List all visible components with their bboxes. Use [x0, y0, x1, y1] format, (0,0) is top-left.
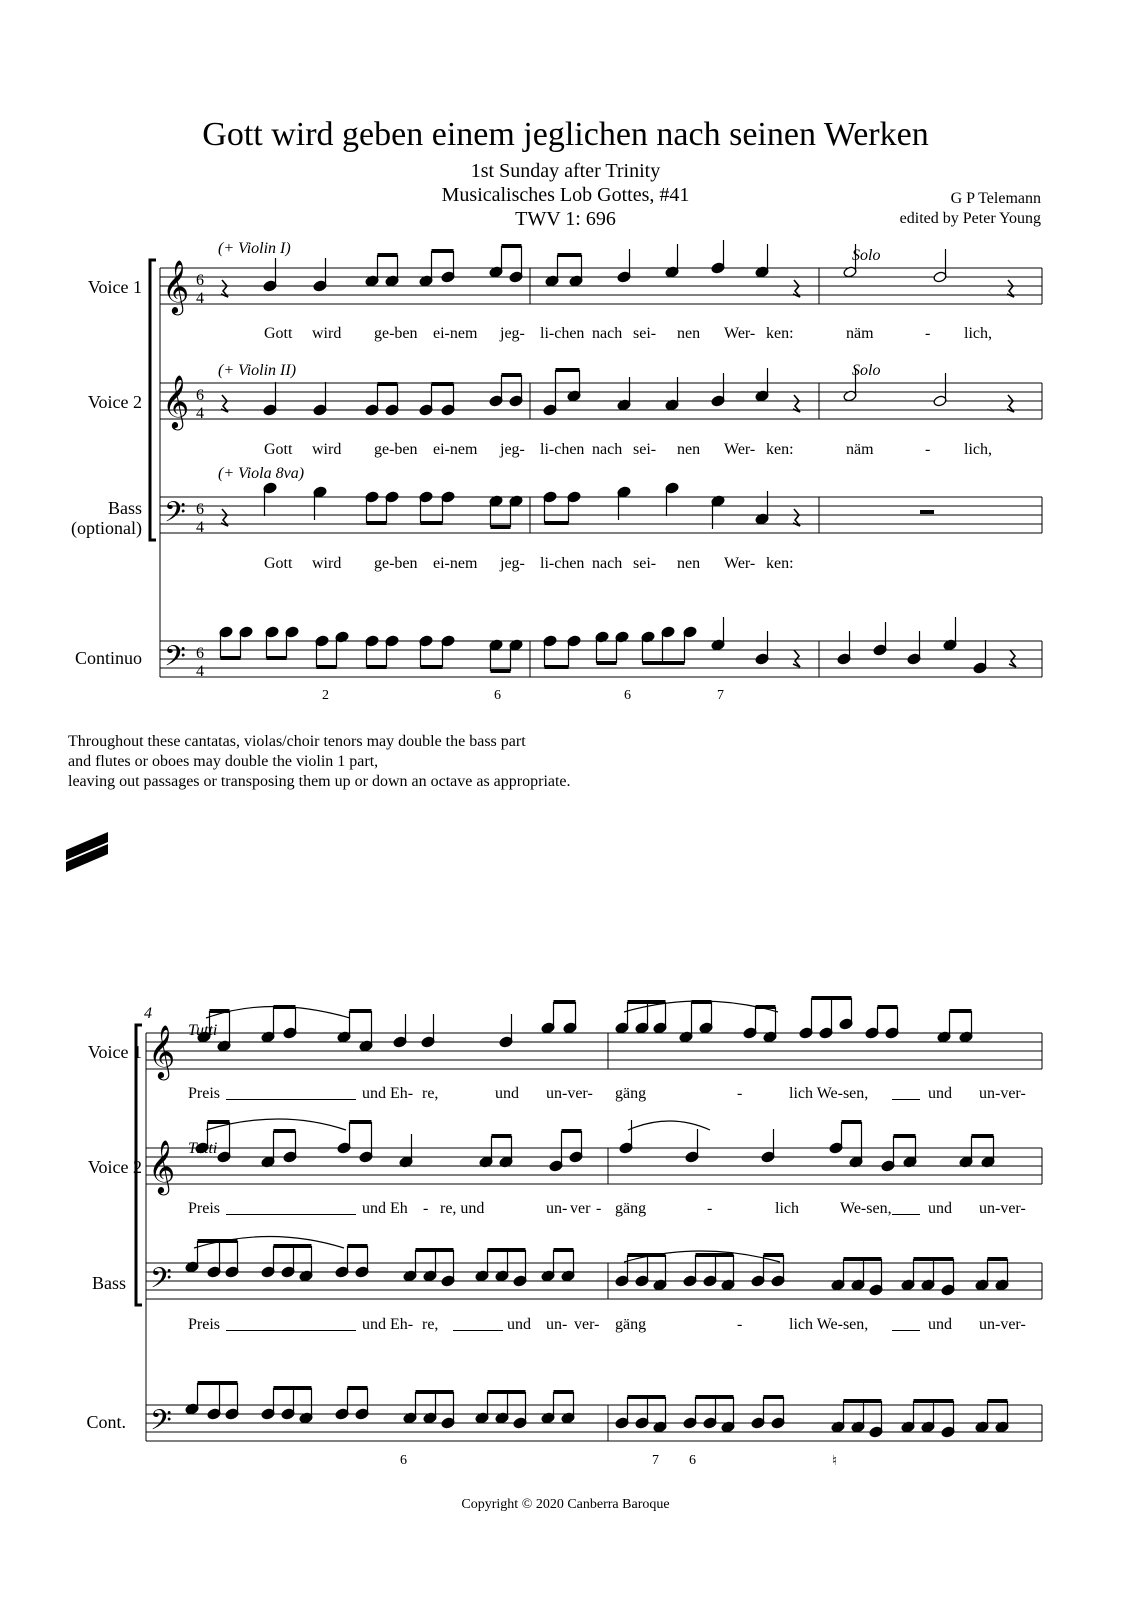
- lyric: ver-: [574, 1316, 600, 1333]
- lyric-extender: [892, 1099, 920, 1100]
- instruction-viola: (+ Viola 8va): [218, 465, 305, 482]
- lyric: nach: [592, 325, 623, 342]
- bass-clef: 𝄢: [150, 1404, 172, 1444]
- performance-note-line: and flutes or oboes may double the violin 1 part,: [68, 753, 379, 770]
- time-signature: 4: [196, 290, 204, 307]
- lyric: Gott: [264, 555, 293, 572]
- lyric: wird: [312, 555, 342, 572]
- instruction-violin1: (+ Violin I): [218, 240, 291, 257]
- staff-label-bass: Bass: [107, 498, 142, 518]
- time-signature: 6: [196, 501, 204, 518]
- time-signature: 4: [196, 519, 204, 536]
- lyric-extender: [226, 1330, 356, 1331]
- subtitle-collection: Musicalisches Lob Gottes, #41: [441, 184, 690, 206]
- figured-bass: 6: [400, 1453, 407, 1468]
- lyric: ken:: [766, 555, 794, 572]
- lyric: ken:: [766, 325, 794, 342]
- lyric: Preis: [188, 1200, 220, 1217]
- figured-bass: 2: [322, 688, 329, 703]
- staff-label-voice2: Voice 2: [87, 392, 142, 412]
- lyric: jeg-: [500, 555, 525, 572]
- lyric: li-chen: [540, 325, 585, 342]
- lyric: re,: [422, 1316, 439, 1333]
- lyric: -: [737, 1085, 743, 1102]
- copyright: Copyright © 2020 Canberra Baroque: [461, 1497, 670, 1512]
- lyric: und Eh: [362, 1200, 408, 1217]
- lyric: und: [495, 1085, 519, 1102]
- time-signature: 6: [196, 272, 204, 289]
- lyric: gäng: [615, 1085, 647, 1102]
- lyric-extender: [892, 1330, 920, 1331]
- lyric: We-sen,: [840, 1200, 892, 1217]
- lyric: Wer-: [724, 555, 756, 572]
- figured-bass: ♮: [832, 1454, 838, 1469]
- tutti-mark-voice1: Tutti: [188, 1022, 218, 1039]
- lyric: und Eh-: [362, 1085, 414, 1102]
- rest: [1007, 280, 1014, 297]
- lyric: -: [707, 1200, 713, 1217]
- rest: [221, 280, 228, 297]
- staff-label-voice1: Voice 1: [87, 1042, 142, 1062]
- figured-bass: 6: [494, 688, 501, 703]
- time-signature: 4: [196, 405, 204, 422]
- lyric: Gott: [264, 325, 293, 342]
- staff-label-continuo: Cont.: [86, 1412, 126, 1432]
- lyric: gäng: [615, 1316, 647, 1333]
- figured-bass: 6: [624, 688, 631, 703]
- score-title: Gott wird geben einem jeglichen nach seinen Werken: [202, 116, 929, 153]
- tutti-mark-voice2: Tutti: [188, 1140, 218, 1157]
- lyric: wird: [312, 325, 342, 342]
- slur: [628, 1121, 710, 1130]
- lyric-extender: [226, 1099, 356, 1100]
- composer: G P Telemann: [950, 190, 1041, 207]
- lyric-extender: [453, 1330, 503, 1331]
- lyric: sei-: [633, 325, 657, 342]
- lyric: Gott: [264, 441, 293, 458]
- performance-note-line: leaving out passages or transposing them up or down an octave as appropriate.: [68, 773, 571, 790]
- time-signature: 6: [196, 387, 204, 404]
- figured-bass: 6: [689, 1453, 696, 1468]
- treble-clef: 𝄞: [148, 1139, 176, 1193]
- lyric: lich,: [964, 325, 992, 342]
- lyric: -: [423, 1200, 429, 1217]
- rest: [793, 280, 800, 297]
- lyric: ver: [570, 1200, 591, 1217]
- rest: [793, 509, 800, 526]
- lyric: und Eh-: [362, 1316, 414, 1333]
- lyric: nen: [677, 325, 701, 342]
- bass-clef: 𝄢: [164, 496, 186, 536]
- lyric: und: [507, 1316, 531, 1333]
- lyric: sei-: [633, 441, 657, 458]
- solo-mark-voice1: Solo: [852, 247, 881, 264]
- figured-bass: 7: [652, 1453, 659, 1468]
- rest: [221, 509, 228, 526]
- treble-clef: 𝄞: [162, 374, 190, 428]
- figured-bass: 7: [717, 688, 724, 703]
- lyric: lich,: [964, 441, 992, 458]
- lyric: ge-ben: [374, 555, 418, 572]
- rest: [793, 395, 800, 412]
- lyric: un-ver-: [979, 1200, 1026, 1217]
- lyric: un-ver-: [546, 1085, 593, 1102]
- lyric-extender: [892, 1214, 920, 1215]
- lyric: nach: [592, 441, 623, 458]
- lyric: li-chen: [540, 555, 585, 572]
- lyric: jeg-: [500, 441, 525, 458]
- lyric: ge-ben: [374, 441, 418, 458]
- lyric: lich We-sen,: [789, 1316, 869, 1333]
- subtitle-occasion: 1st Sunday after Trinity: [470, 160, 661, 182]
- time-signature: 4: [196, 663, 204, 680]
- lyric: un-ver-: [979, 1085, 1026, 1102]
- performance-note-line: Throughout these cantatas, violas/choir tenors may double the bass part: [68, 733, 526, 750]
- lyric: sei-: [633, 555, 657, 572]
- staff-label-voice1: Voice 1: [87, 277, 142, 297]
- solo-mark-voice2: Solo: [852, 362, 881, 379]
- staff-label-bass: Bass: [91, 1273, 126, 1293]
- lyric: gäng: [615, 1200, 647, 1217]
- lyric: -: [737, 1316, 743, 1333]
- lyric: Wer-: [724, 441, 756, 458]
- lyric: Wer-: [724, 325, 756, 342]
- bass-clef: 𝄢: [150, 1262, 172, 1302]
- whole-rest: [920, 510, 934, 514]
- lyric: ge-ben: [374, 325, 418, 342]
- staff-label-voice2: Voice 2: [87, 1157, 142, 1177]
- staff-label-bass-optional: (optional): [71, 518, 142, 538]
- lyric: ei-nem: [433, 325, 478, 342]
- lyric: näm: [846, 441, 874, 458]
- bass-clef: 𝄢: [164, 640, 186, 680]
- lyric: und: [928, 1085, 952, 1102]
- lyric: ken:: [766, 441, 794, 458]
- lyric: nach: [592, 555, 623, 572]
- rest: [1007, 395, 1014, 412]
- lyric: nen: [677, 441, 701, 458]
- lyric: un-: [546, 1200, 568, 1217]
- lyric: -: [925, 325, 931, 342]
- editor: edited by Peter Young: [899, 210, 1041, 227]
- rest: [221, 395, 228, 412]
- lyric: lich We-sen,: [789, 1085, 869, 1102]
- staff-label-continuo: Continuo: [74, 648, 142, 668]
- lyric: -: [925, 441, 931, 458]
- treble-clef: 𝄞: [162, 259, 190, 313]
- time-signature: 6: [196, 645, 204, 662]
- lyric: lich: [775, 1200, 799, 1217]
- lyric: näm: [846, 325, 874, 342]
- slur: [194, 1237, 344, 1249]
- lyric: nen: [677, 555, 701, 572]
- lyric-extender: [226, 1214, 356, 1215]
- treble-clef: 𝄞: [148, 1024, 176, 1078]
- lyric: ei-nem: [433, 441, 478, 458]
- lyric: un-: [546, 1316, 568, 1333]
- lyric: re,: [422, 1085, 439, 1102]
- lyric: Preis: [188, 1316, 220, 1333]
- lyric: und: [928, 1316, 952, 1333]
- lyric: -: [596, 1200, 602, 1217]
- system-bracket: [150, 260, 156, 540]
- subtitle-catalogue: TWV 1: 696: [515, 208, 616, 230]
- lyric: wird: [312, 441, 342, 458]
- lyric: jeg-: [500, 325, 525, 342]
- lyric: ei-nem: [433, 555, 478, 572]
- lyric: un-ver-: [979, 1316, 1026, 1333]
- lyric: li-chen: [540, 441, 585, 458]
- lyric: Preis: [188, 1085, 220, 1102]
- lyric: und: [928, 1200, 952, 1217]
- measure-number: 4: [144, 1005, 152, 1022]
- instruction-violin2: (+ Violin II): [218, 362, 297, 379]
- lyric: re, und: [440, 1200, 485, 1217]
